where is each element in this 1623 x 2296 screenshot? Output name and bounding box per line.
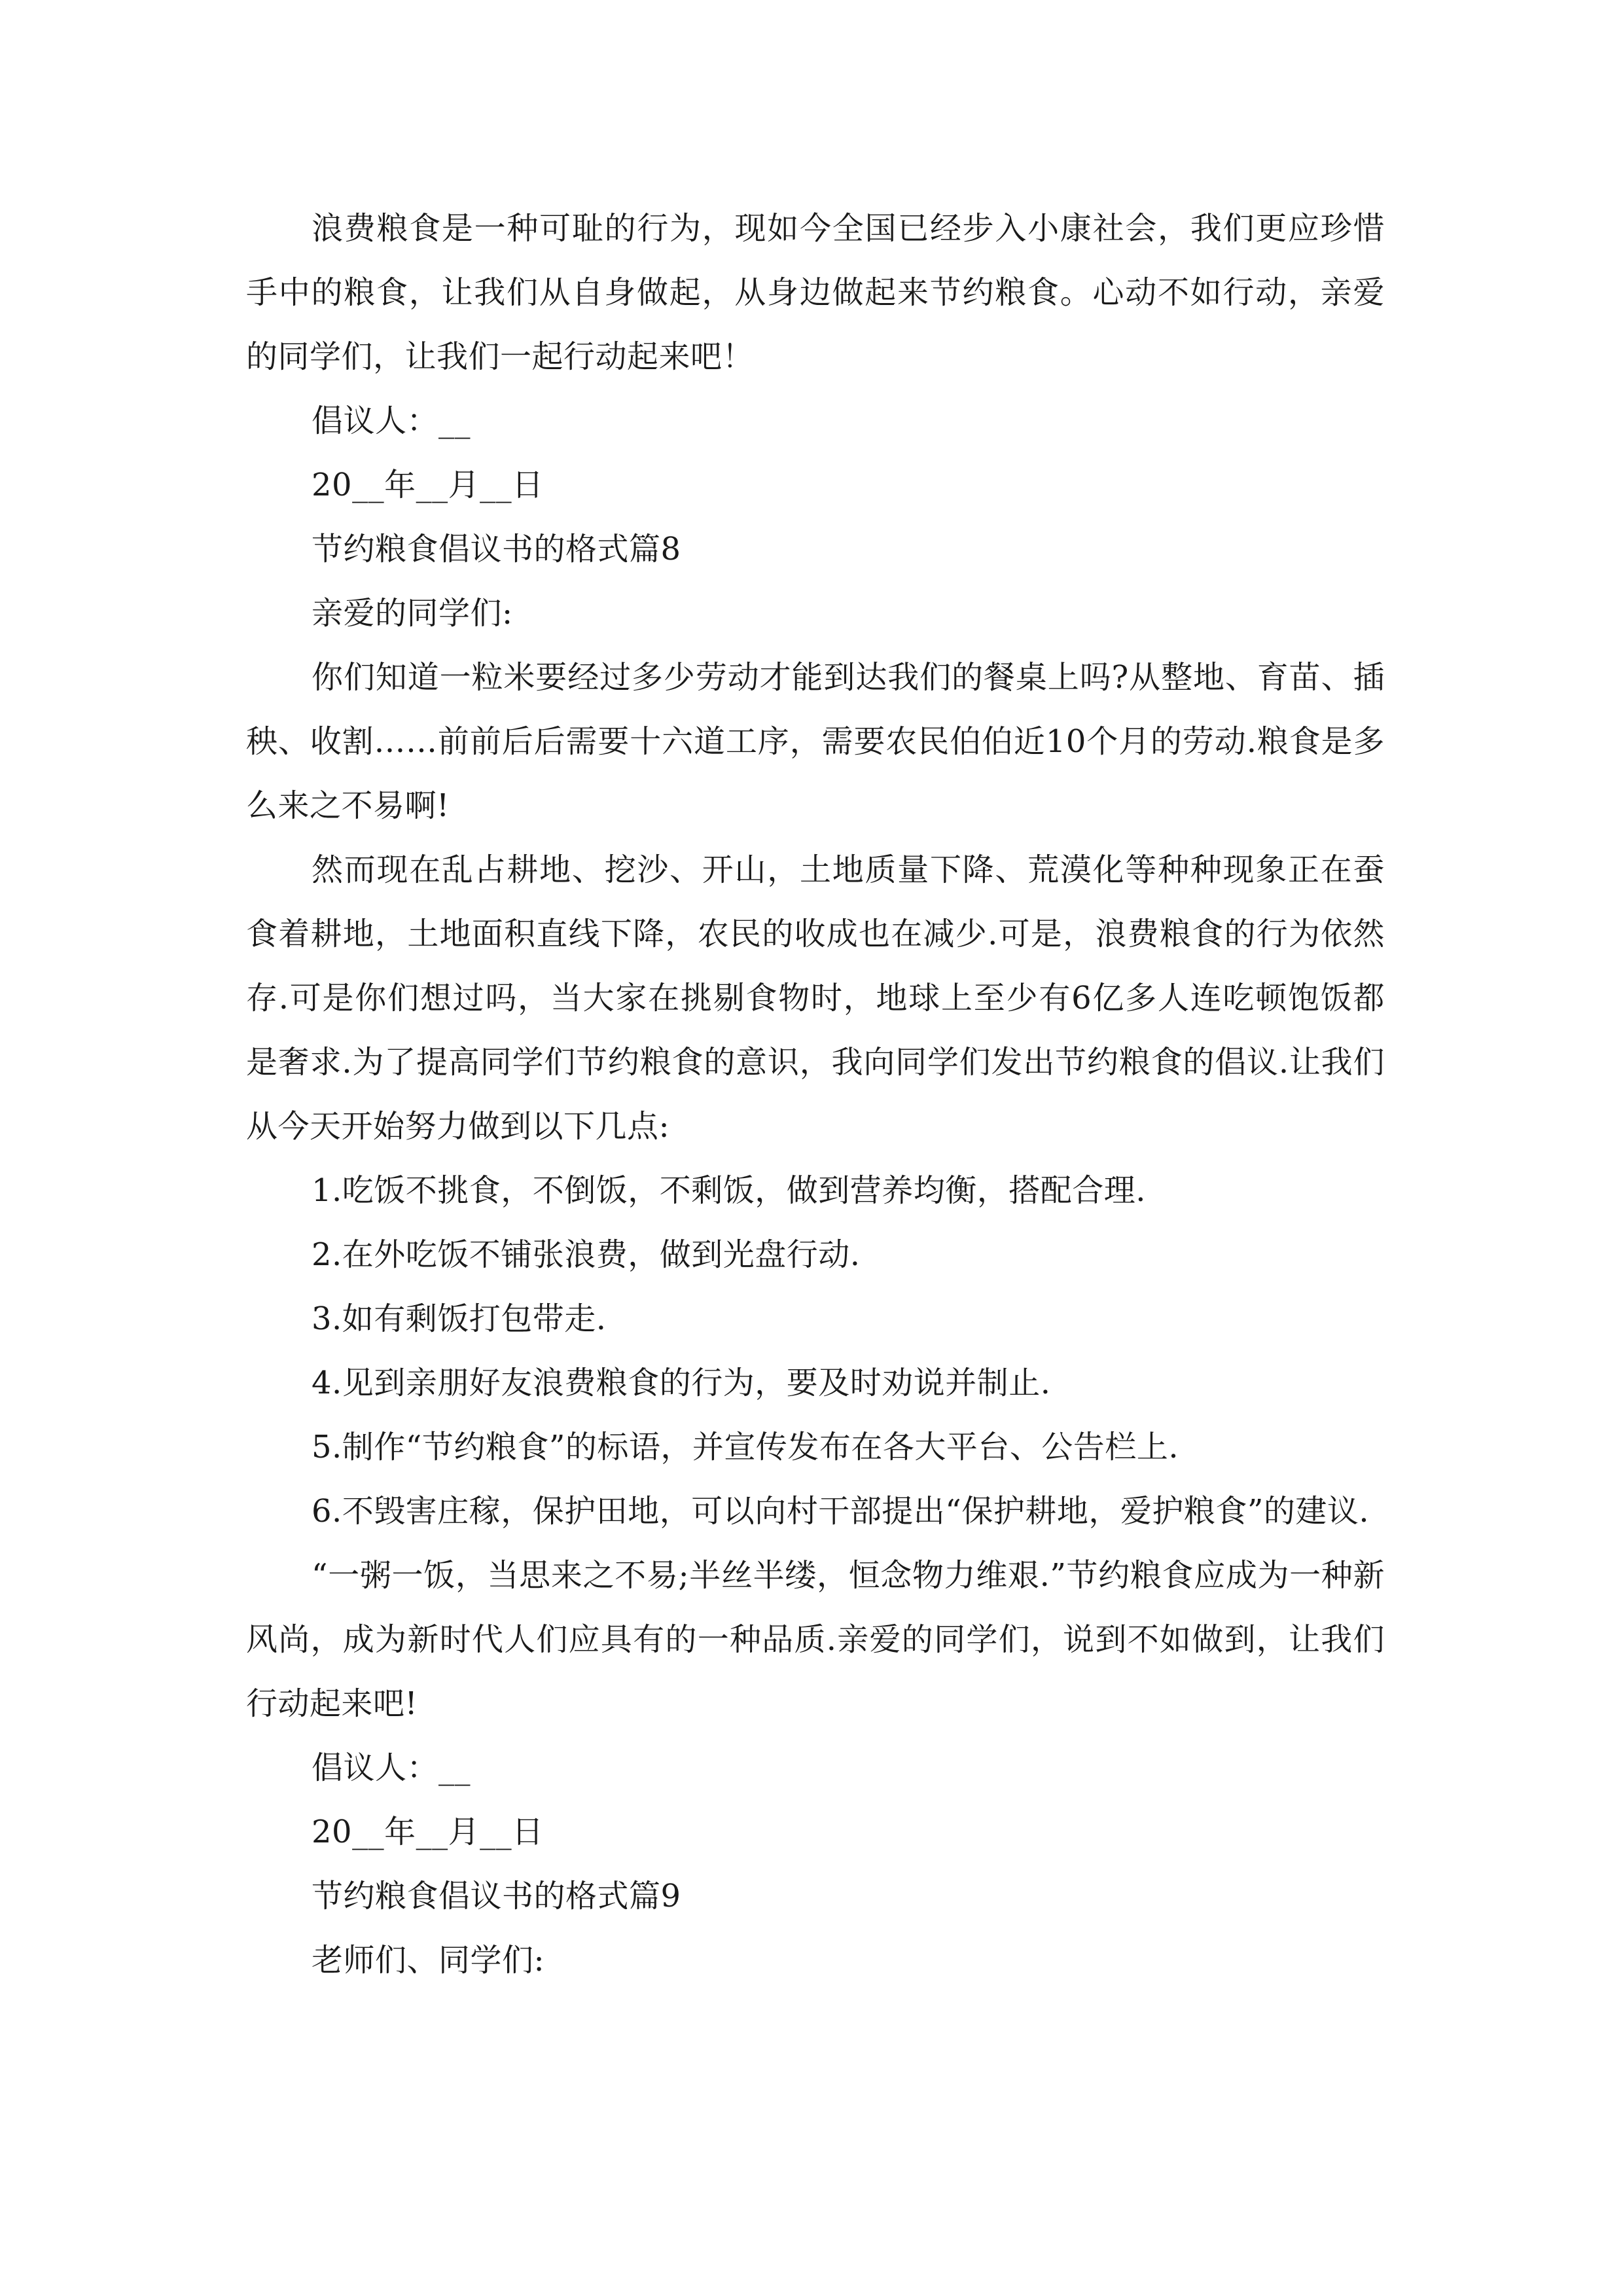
document-body [246,196,1385,1992]
date-line: 20__年__月__日 [312,1814,544,1850]
signature-line: 倡议人：__ [312,403,471,439]
section-heading-9: 节约粮食倡议书的格式篇9 [312,1878,681,1914]
signature-line: 倡议人：__ [312,1749,471,1786]
section-heading-8: 节约粮食倡议书的格式篇8 [312,531,681,567]
list-item-5: 5.制作“节约粮食”的标语，并宣传发布在各大平台、公告栏上. [312,1429,1179,1465]
salutation: 亲爱的同学们: [312,595,513,632]
paragraph-conclusion: “一粥一饭，当思来之不易;半丝半缕，恒念物力维艰.”节约粮食应成为一种新风尚，成为新时代人们应具有的一种品质.亲爱的同学们，说到不如做到，让我们行动起来吧! [246,1557,1385,1722]
list-item-1: 1.吃饭不挑食，不倒饭，不剩饭，做到营养均衡，搭配合理. [312,1172,1147,1209]
list-item-6: 6.不毁害庄稼，保护田地，可以向村干部提出“保护耕地，爱护粮食”的建议. [312,1493,1370,1530]
list-item-3: 3.如有剩饭打包带走. [312,1300,607,1337]
list-item-4: 4.见到亲朋好友浪费粮食的行为，要及时劝说并制止. [312,1365,1051,1401]
salutation: 老师们、同学们: [312,1942,545,1979]
list-item-2: 2.在外吃饭不铺张浪费，做到光盘行动. [312,1236,861,1273]
paragraph-closing-appeal: 浪费粮食是一种可耻的行为，现如今全国已经步入小康社会，我们更应珍惜手中的粮食，让我们从自身做起，从身边做起来节约粮食。心动不如行动，亲爱的同学们，让我们一起行动起来吧！ [246,210,1385,375]
paragraph-body: 然而现在乱占耕地、挖沙、开山，土地质量下降、荒漠化等种种现象正在蚕食着耕地，土地面积直线下降，农民的收成也在减少.可是，浪费粮食的行为依然存.可是你们想过吗，当大家在挑剔食物时，地球上至少有6亿多人连吃顿饱饭都是奢求.为了提高同学们节约粮食的意识，我向同学们发出节约粮食的倡议.让我们从今天开始努力做到以下几点: [246,852,1385,1145]
paragraph-intro: 你们知道一粒米要经过多少劳动才能到达我们的餐桌上吗?从整地、育苗、插秧、收割……前前后后需要十六道工序，需要农民伯伯近10个月的劳动.粮食是多么来之不易啊! [246,659,1385,824]
date-line: 20__年__月__日 [312,467,544,503]
